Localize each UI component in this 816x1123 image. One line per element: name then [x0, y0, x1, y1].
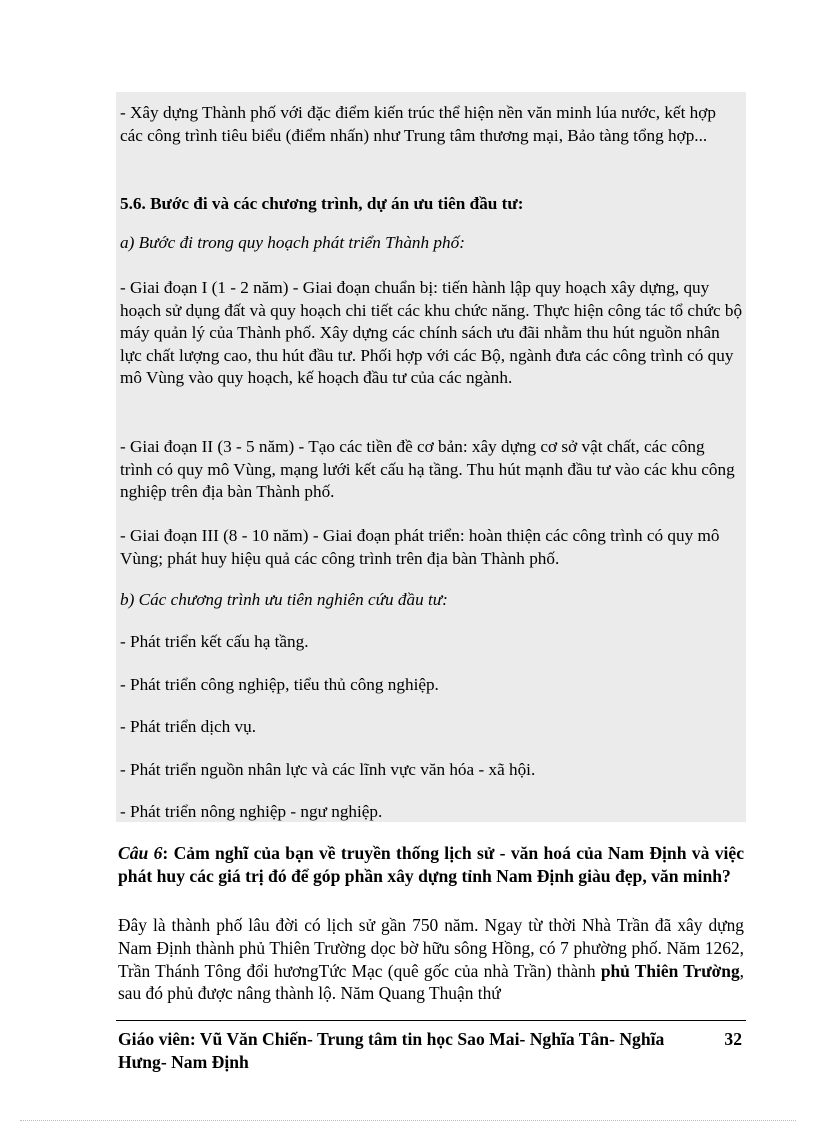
question-text: : Cảm nghĩ của bạn về truyền thống lịch sử - văn hoá của Nam Định và việc phát huy các giá trị đó để góp phần xây dựng tỉnh Nam Định giàu đẹp, văn minh? — [118, 843, 744, 886]
footer-divider — [116, 1020, 746, 1021]
shaded-section — [116, 92, 746, 822]
subheading-a: a) Bước đi trong quy hoạch phát triển Thành phố: — [120, 233, 465, 252]
intro-paragraph: - Xây dựng Thành phố với đặc điểm kiến trúc thể hiện nền văn minh lúa nước, kết hợp các công trình tiêu biểu (điểm nhấn) như Trung tâm thương mại, Bảo tàng tổng hợp... — [120, 103, 716, 145]
page-footer — [118, 1028, 744, 1074]
question-6 — [118, 842, 744, 887]
list-item: - Phát triển kết cấu hạ tầng. — [120, 632, 309, 651]
phase-3-paragraph: - Giai đoạn III (8 - 10 năm) - Giai đoạn phát triển: hoàn thiện các công trình có quy mô Vùng; phát huy hiệu quả các công trình trên địa bàn Thành phố. — [120, 526, 720, 568]
list-item: - Phát triển nguồn nhân lực và các lĩnh vực văn hóa - xã hội. — [120, 760, 536, 779]
answer-text-2: , sau đó phủ được nâng thành lộ. Năm Quang Thuận thứ — [118, 960, 744, 1004]
phase-1-paragraph: - Giai đoạn I (1 - 2 năm) - Giai đoạn chuẩn bị: tiến hành lập quy hoạch xây dựng, quy hoạch sử dụng đất và quy hoạch chi tiết các khu chức năng. Thực hiện công tác tổ chức bộ máy quản lý của Thành phố. Xây dựng các chính sách ưu đãi nhằm thu hút nguồn nhân lực chất lượng cao, thu hút đầu tư. Phối hợp với các Bộ, ngành đưa các công trình có quy mô Vùng vào quy hoạch, kế hoạch đầu tư của các ngành. — [120, 278, 743, 387]
answer-text-1: Đây là thành phố lâu đời có lịch sử gần 750 năm. Ngay từ thời Nhà Trần đã xây dựng Nam Định thành phủ Thiên Trường dọc bờ hữu sông Hồng, có 7 phường phố. Năm 1262, Trần Thánh Tông đổi hươngTức Mạc (quê gốc của nhà Trần) thành — [118, 915, 744, 981]
subheading-b: b) Các chương trình ưu tiên nghiên cứu đầu tư: — [120, 590, 448, 609]
page-bottom-border — [20, 1120, 796, 1121]
list-item: - Phát triển công nghiệp, tiểu thủ công nghiệp. — [120, 675, 439, 694]
answer-paragraph — [118, 914, 744, 1005]
list-item: - Phát triển dịch vụ. — [120, 717, 257, 736]
question-label: Câu 6 — [118, 843, 163, 863]
phase-2-paragraph: - Giai đoạn II (3 - 5 năm) - Tạo các tiền đề cơ bản: xây dựng cơ sở vật chất, các công trình có quy mô Vùng, mạng lưới kết cấu hạ tầng. Thu hút mạnh đầu tư vào các khu công nghiệp trên địa bàn Thành phố. — [120, 437, 735, 501]
page-number: 32 — [724, 1029, 742, 1049]
list-item: - Phát triển nông nghiệp - ngư nghiệp. — [120, 802, 383, 821]
section-heading: 5.6. Bước đi và các chương trình, dự án ưu tiên đầu tư: — [120, 194, 524, 213]
answer-bold-term: phủ Thiên Trường — [600, 960, 740, 981]
footer-text: Giáo viên: Vũ Văn Chiến- Trung tâm tin học Sao Mai- Nghĩa Tân- Nghĩa Hưng- Nam Định — [118, 1029, 665, 1072]
